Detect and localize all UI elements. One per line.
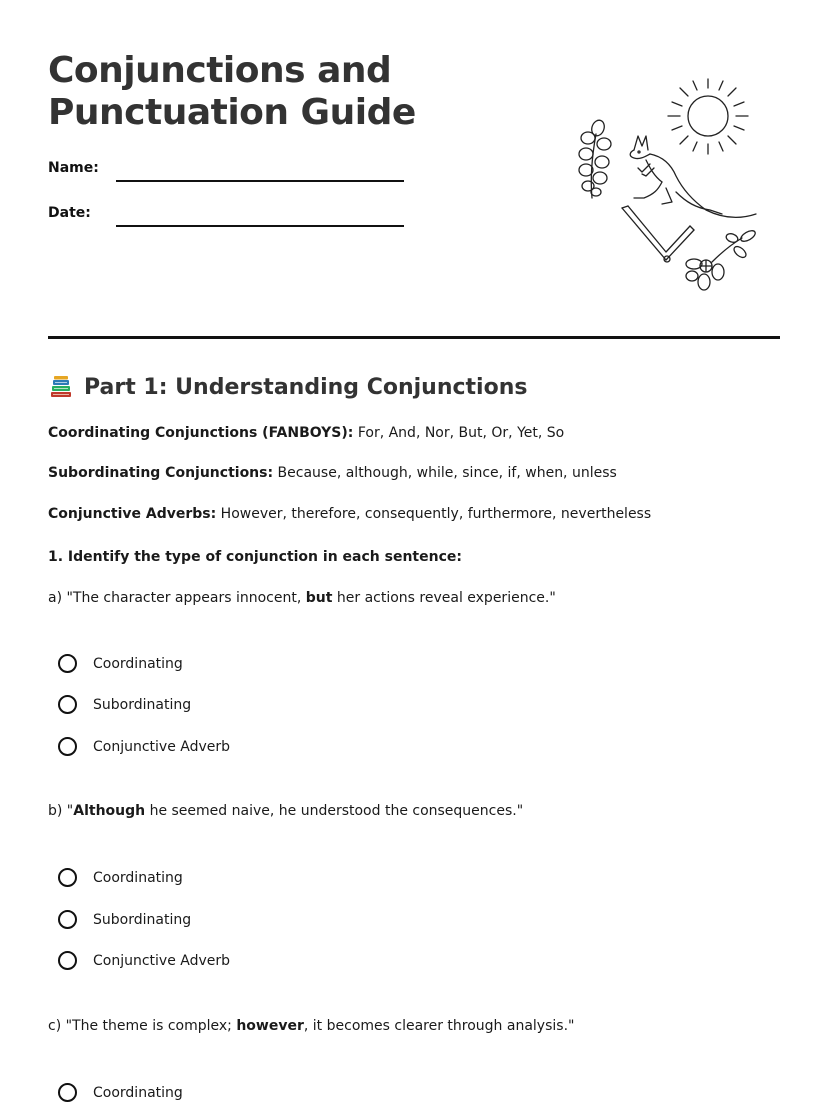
option-c-coordinating[interactable] — [58, 1083, 183, 1102]
definition-text: Because, although, while, since, if, when, unless — [273, 465, 617, 481]
radio-button[interactable] — [58, 737, 77, 756]
title-line-1: Conjunctions and — [48, 50, 392, 91]
sentence-highlight: however — [236, 1018, 304, 1034]
radio-button[interactable] — [58, 1083, 77, 1102]
option-a-conjunctive-adverb[interactable] — [58, 737, 230, 756]
sentence-text: her actions reveal experience." — [332, 590, 556, 606]
sentence-text: , it becomes clearer through analysis." — [303, 1018, 575, 1034]
sentence-text: c) "The theme is complex; — [48, 1018, 237, 1034]
option-label: Coordinating — [93, 655, 183, 672]
books-icon — [48, 374, 74, 400]
definition-conjunctive-adverbs — [48, 506, 651, 522]
sentence-text: a) "The character appears innocent, — [48, 590, 306, 606]
option-label: Conjunctive Adverb — [93, 952, 231, 969]
radio-button[interactable] — [58, 951, 77, 970]
option-label: Conjunctive Adverb — [93, 738, 231, 755]
worksheet-page — [48, 0, 780, 1118]
leaf-branch-icon — [579, 118, 611, 198]
sentence-highlight: but — [305, 590, 333, 606]
date-field[interactable] — [116, 225, 404, 227]
sentence-b — [48, 803, 523, 819]
sentence-highlight: Although — [73, 803, 146, 819]
option-label: Subordinating — [93, 911, 192, 928]
flower-icon — [686, 229, 757, 290]
definition-coordinating — [48, 425, 564, 441]
kangaroo-icon — [630, 136, 756, 217]
question-1-prompt: 1. Identify the type of conjunction in each sentence: — [48, 549, 462, 565]
name-label: Name: — [48, 160, 99, 176]
definition-text: For, And, Nor, But, Or, Yet, So — [353, 425, 565, 441]
definition-term: Subordinating Conjunctions: — [48, 465, 274, 481]
radio-button[interactable] — [58, 654, 77, 673]
sentence-text: b) " — [48, 803, 74, 819]
radio-button[interactable] — [58, 695, 77, 714]
option-label: Coordinating — [93, 1084, 183, 1101]
definition-text: However, therefore, consequently, furthermore, nevertheless — [216, 506, 652, 522]
section-divider — [48, 336, 780, 339]
sentence-text: he seemed naive, he understood the consequences." — [145, 803, 524, 819]
option-b-subordinating[interactable] — [58, 910, 191, 929]
date-label: Date: — [48, 205, 91, 221]
title-line-2: Punctuation Guide — [48, 92, 416, 133]
part1-title: Part 1: Understanding Conjunctions — [84, 374, 528, 400]
definition-term: Coordinating Conjunctions (FANBOYS): — [48, 425, 354, 441]
definition-term: Conjunctive Adverbs: — [48, 506, 217, 522]
option-b-coordinating[interactable] — [58, 868, 183, 887]
option-label: Subordinating — [93, 696, 192, 713]
option-a-coordinating[interactable] — [58, 654, 183, 673]
part1-heading — [48, 374, 527, 400]
radio-button[interactable] — [58, 910, 77, 929]
sentence-a — [48, 590, 556, 606]
definition-subordinating — [48, 465, 617, 481]
radio-button[interactable] — [58, 868, 77, 887]
boomerang-icon — [622, 206, 694, 262]
sentence-c — [48, 1018, 574, 1034]
option-b-conjunctive-adverb[interactable] — [58, 951, 230, 970]
option-label: Coordinating — [93, 869, 183, 886]
name-field[interactable] — [116, 180, 404, 182]
option-a-subordinating[interactable] — [58, 695, 191, 714]
sun-icon — [668, 79, 748, 154]
page-title — [48, 50, 468, 134]
kangaroo-illustration-icon — [526, 76, 758, 296]
